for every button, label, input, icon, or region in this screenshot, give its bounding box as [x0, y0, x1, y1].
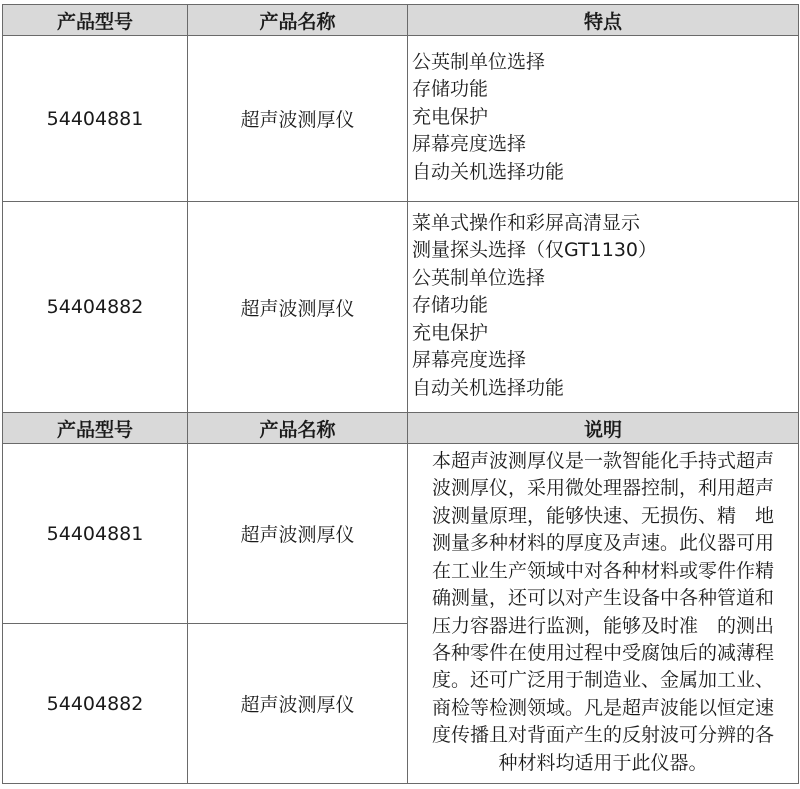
- name-cell: 超声波测厚仪: [188, 202, 408, 413]
- feature-item: 菜单式操作和彩屏高清显示: [412, 212, 641, 235]
- feature-item: 充电保护: [412, 105, 489, 128]
- feature-item: 充电保护: [412, 321, 489, 344]
- description-line: 度传播且对背面产生的反射波可分辨的各: [431, 724, 774, 747]
- feature-item: 自动关机选择功能: [412, 160, 565, 183]
- feature-item: 存储功能: [412, 294, 489, 317]
- feature-item: 测量探头选择（仅GT1130）: [412, 239, 658, 262]
- features-cell: [408, 202, 799, 413]
- description-line: 测量多种材料的厚度及声速。此仪器可用: [431, 532, 774, 555]
- header-model: 产品型号: [3, 413, 188, 444]
- feature-item: 公英制单位选择: [412, 50, 546, 73]
- header-name: 产品名称: [188, 413, 408, 444]
- model-cell: 54404882: [3, 202, 188, 413]
- description-line: 种材料均适用于此仪器。: [498, 751, 708, 774]
- header-description: 说明: [408, 413, 799, 444]
- description-line: 度。还可广泛用于制造业、金属加工业、: [431, 669, 774, 692]
- header-model: 产品型号: [3, 5, 188, 36]
- description-line: 商检等检测领域。凡是超声波能以恒定速: [431, 696, 774, 719]
- table-row: [3, 36, 799, 202]
- description-line: 各种零件在使用过程中受腐蚀后的减薄程: [431, 641, 774, 664]
- feature-item: 屏幕亮度选择: [412, 349, 527, 372]
- model-cell: 54404881: [3, 36, 188, 202]
- header-row-description: [3, 413, 799, 444]
- product-spec-table: [2, 4, 799, 784]
- description-cell: [408, 444, 799, 784]
- header-features: 特点: [408, 5, 799, 36]
- feature-item: 存储功能: [412, 78, 489, 101]
- description-line: 波测量原理，能够快速、无损伤、精 地: [431, 504, 774, 527]
- description-line: 本超声波测厚仪是一款智能化手持式超声: [431, 450, 774, 473]
- feature-list: [412, 49, 794, 186]
- model-cell: 54404882: [3, 624, 188, 784]
- table-row: [3, 444, 799, 624]
- description-line: 波测厚仪，采用微处理器控制，利用超声: [431, 477, 774, 500]
- description-line: 压力容器进行监测，能够及时准 的测出: [431, 614, 774, 637]
- table-row: [3, 202, 799, 413]
- name-cell: 超声波测厚仪: [188, 36, 408, 202]
- name-cell: 超声波测厚仪: [188, 624, 408, 784]
- feature-item: 公英制单位选择: [412, 266, 546, 289]
- description-line: 确测量，还可以对产生设备中各种管道和: [431, 587, 774, 610]
- header-row-features: [3, 5, 799, 36]
- header-name: 产品名称: [188, 5, 408, 36]
- feature-list: [412, 210, 794, 402]
- feature-item: 自动关机选择功能: [412, 376, 565, 399]
- features-cell: [408, 36, 799, 202]
- feature-item: 屏幕亮度选择: [412, 133, 527, 156]
- name-cell: 超声波测厚仪: [188, 444, 408, 624]
- description-line: 在工业生产领域中对各种材料或零件作精: [431, 559, 774, 582]
- model-cell: 54404881: [3, 444, 188, 624]
